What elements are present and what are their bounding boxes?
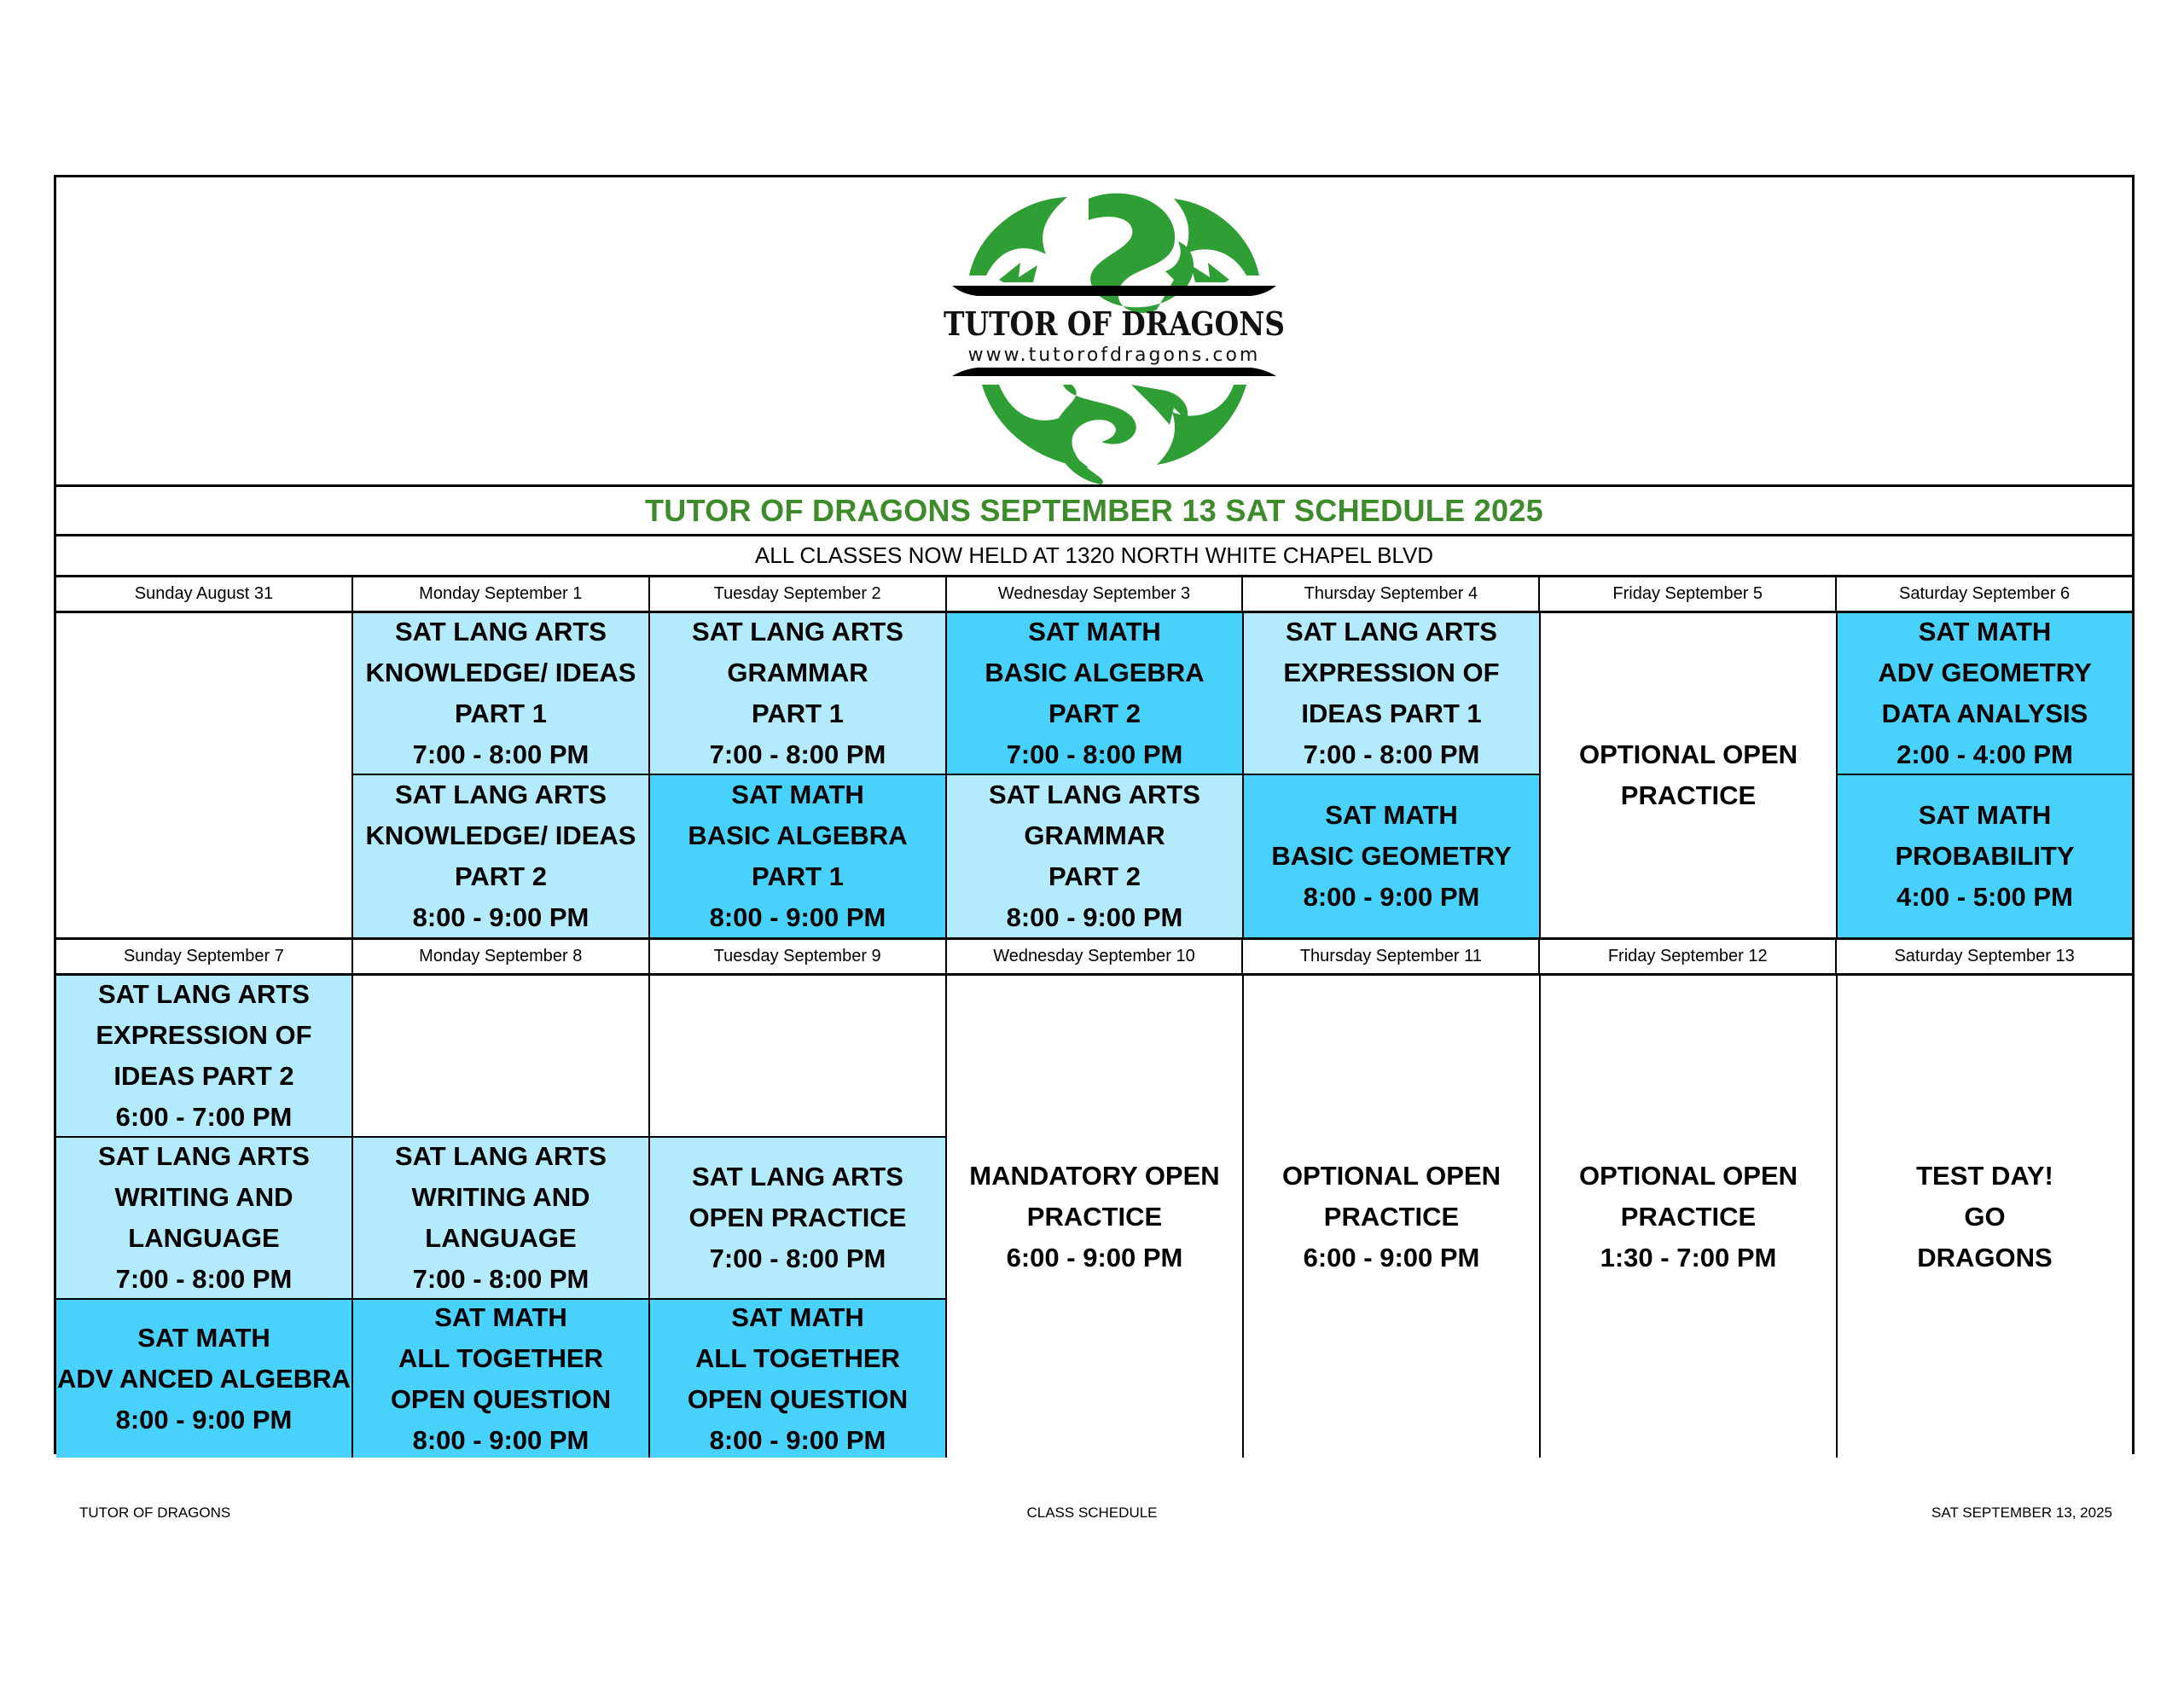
class-line: PRACTICE: [1323, 1201, 1460, 1232]
class-block: [1244, 976, 1541, 1458]
class-line: 7:00 - 8:00 PM: [412, 1264, 590, 1294]
class-line: 8:00 - 9:00 PM: [412, 902, 590, 932]
class-line: IDEAS PART 2: [113, 1061, 294, 1091]
class-line: 4:00 - 5:00 PM: [1896, 882, 2073, 912]
empty-cell: [650, 976, 947, 1138]
class-line: SAT MATH: [1028, 617, 1161, 646]
week2-sessions: [56, 976, 2132, 1458]
logo-name: TUTOR OF DRAGONS: [944, 304, 1285, 343]
class-block: [947, 976, 1244, 1458]
class-line: PROBABILITY: [1895, 841, 2075, 871]
day-header: Saturday September 13: [1894, 947, 2075, 965]
class-block: [650, 1300, 947, 1458]
class-block: [650, 1138, 947, 1300]
class-block: [1838, 976, 2132, 1458]
class-line: GRAMMAR: [727, 658, 868, 687]
class-line: PRACTICE: [1026, 1201, 1163, 1232]
class-line: SAT LANG ARTS: [395, 780, 607, 809]
empty-cell: [56, 613, 353, 937]
schedule-sheet: [54, 175, 2135, 1454]
class-line: LANGUAGE: [128, 1223, 280, 1253]
class-block: [353, 1300, 650, 1458]
class-line: 1:30 - 7:00 PM: [1600, 1242, 1777, 1272]
schedule-title: TUTOR OF DRAGONS SEPTEMBER 13 SAT SCHEDULE 2025: [56, 487, 2132, 536]
class-line: 8:00 - 9:00 PM: [412, 1424, 590, 1455]
class-line: SAT MATH: [731, 1301, 864, 1332]
class-line: PRACTICE: [1620, 780, 1757, 810]
class-line: ADV GEOMETRY: [1878, 658, 2092, 687]
class-line: 2:00 - 4:00 PM: [1896, 739, 2073, 769]
class-line: ALL TOGETHER: [398, 1342, 603, 1373]
class-line: OPEN PRACTICE: [688, 1203, 907, 1232]
class-block: [56, 1138, 353, 1300]
class-line: 8:00 - 9:00 PM: [709, 902, 886, 932]
class-line: ADV ANCED ALGEBRA: [57, 1363, 351, 1394]
class-block: [650, 613, 947, 775]
class-line: KNOWLEDGE/ IDEAS: [365, 820, 636, 850]
week2-day-headers: [56, 940, 2132, 976]
class-line: 7:00 - 8:00 PM: [709, 1244, 886, 1273]
class-block: [947, 775, 1244, 937]
class-line: BASIC GEOMETRY: [1271, 841, 1512, 871]
empty-cell: [353, 976, 650, 1138]
class-line: SAT LANG ARTS: [692, 1162, 903, 1191]
class-line: MANDATORY OPEN: [969, 1160, 1220, 1191]
class-line: 7:00 - 8:00 PM: [1006, 739, 1183, 769]
class-block: [56, 976, 353, 1138]
day-header: Wednesday September 3: [947, 577, 1244, 611]
class-line: PART 2: [455, 861, 547, 891]
class-line: SAT MATH: [1918, 617, 2052, 646]
class-line: TEST DAY!: [1916, 1160, 2053, 1191]
class-line: SAT LANG ARTS: [989, 780, 1200, 809]
class-line: DATA ANALYSIS: [1881, 699, 2088, 728]
day-header: Sunday August 31: [56, 577, 353, 611]
class-block: [1244, 613, 1541, 775]
footer-center: CLASS SCHEDULE: [1026, 1504, 1158, 1521]
class-block: [1838, 613, 2132, 775]
class-block: [1541, 613, 1838, 937]
class-block: [1541, 976, 1838, 1458]
day-header: Friday September 12: [1540, 940, 1837, 973]
day-header: Monday September 1: [353, 577, 650, 611]
class-line: 7:00 - 8:00 PM: [1303, 739, 1480, 769]
class-line: 8:00 - 9:00 PM: [1006, 902, 1183, 932]
schedule-subtitle: ALL CLASSES NOW HELD AT 1320 NORTH WHITE CHAPEL BLVD: [56, 536, 2132, 577]
class-line: PRACTICE: [1620, 1201, 1757, 1232]
class-line: DRAGONS: [1917, 1242, 2053, 1272]
week1-day-headers: [56, 577, 2132, 613]
class-line: SAT LANG ARTS: [692, 617, 903, 646]
day-header: Tuesday September 9: [650, 940, 947, 973]
class-block: [353, 775, 650, 937]
class-block: [1244, 775, 1541, 937]
class-line: 8:00 - 9:00 PM: [1303, 882, 1480, 912]
logo-url: www.tutorofdragons.com: [967, 345, 1261, 366]
class-line: OPEN QUESTION: [390, 1383, 612, 1414]
logo-row: [56, 177, 2132, 487]
class-line: 8:00 - 9:00 PM: [709, 1424, 886, 1455]
class-line: SAT LANG ARTS: [98, 1141, 310, 1171]
class-line: PART 1: [752, 861, 844, 891]
dragon-logo: [918, 182, 1310, 484]
class-line: KNOWLEDGE/ IDEAS: [365, 658, 636, 687]
day-header: Wednesday September 10: [947, 940, 1244, 973]
class-line: WRITING AND: [411, 1182, 590, 1212]
class-line: 7:00 - 8:00 PM: [709, 739, 886, 769]
class-line: 6:00 - 9:00 PM: [1303, 1242, 1480, 1272]
class-block: [650, 775, 947, 937]
class-line: 6:00 - 7:00 PM: [115, 1102, 293, 1132]
class-line: EXPRESSION OF: [1283, 658, 1500, 687]
class-line: OPTIONAL OPEN: [1281, 1160, 1502, 1191]
day-header: Tuesday September 2: [650, 577, 947, 611]
class-line: 7:00 - 8:00 PM: [412, 739, 590, 769]
class-block: [947, 613, 1244, 775]
class-line: 7:00 - 8:00 PM: [115, 1264, 293, 1294]
class-line: SAT MATH: [1325, 800, 1458, 830]
class-line: EXPRESSION OF: [96, 1020, 312, 1050]
class-line: SAT LANG ARTS: [395, 617, 607, 646]
class-line: PART 2: [1048, 861, 1141, 891]
day-header: Thursday September 4: [1243, 577, 1540, 611]
footer-left: TUTOR OF DRAGONS: [79, 1504, 231, 1521]
class-line: SAT LANG ARTS: [1286, 617, 1497, 646]
class-line: LANGUAGE: [425, 1223, 577, 1253]
class-line: SAT MATH: [731, 780, 864, 809]
class-line: ALL TOGETHER: [695, 1342, 900, 1373]
class-line: SAT MATH: [137, 1322, 270, 1353]
class-line: BASIC ALGEBRA: [985, 658, 1205, 687]
class-block: [56, 1300, 353, 1458]
class-block: [1838, 775, 2132, 937]
class-line: SAT MATH: [1918, 800, 2052, 830]
class-line: 6:00 - 9:00 PM: [1006, 1242, 1183, 1272]
calendar-grid: [56, 577, 2132, 1458]
class-line: SAT MATH: [434, 1301, 567, 1332]
day-header: Sunday September 7: [56, 940, 353, 973]
day-header: Monday September 8: [353, 940, 650, 973]
class-line: GRAMMAR: [1024, 820, 1165, 850]
class-line: PART 1: [455, 699, 547, 728]
class-block: [353, 1138, 650, 1300]
class-line: OPEN QUESTION: [687, 1383, 909, 1414]
day-header: Saturday September 6: [1899, 584, 2071, 603]
day-header: Friday September 5: [1540, 577, 1837, 611]
class-line: PART 1: [752, 699, 844, 728]
class-line: WRITING AND: [114, 1182, 293, 1212]
class-line: IDEAS PART 1: [1301, 699, 1482, 728]
class-line: OPTIONAL OPEN: [1578, 1160, 1798, 1191]
day-header: Thursday September 11: [1243, 940, 1540, 973]
week1-sessions: [56, 613, 2132, 940]
class-line: PART 2: [1048, 699, 1141, 728]
class-line: OPTIONAL OPEN: [1578, 739, 1798, 769]
class-line: BASIC ALGEBRA: [688, 820, 908, 850]
class-block: [353, 613, 650, 775]
class-line: SAT LANG ARTS: [395, 1141, 607, 1171]
class-line: 8:00 - 9:00 PM: [115, 1404, 293, 1435]
footer-right: SAT SEPTEMBER 13, 2025: [1931, 1504, 2112, 1521]
class-line: SAT LANG ARTS: [98, 979, 310, 1009]
class-line: GO: [1964, 1201, 2006, 1232]
